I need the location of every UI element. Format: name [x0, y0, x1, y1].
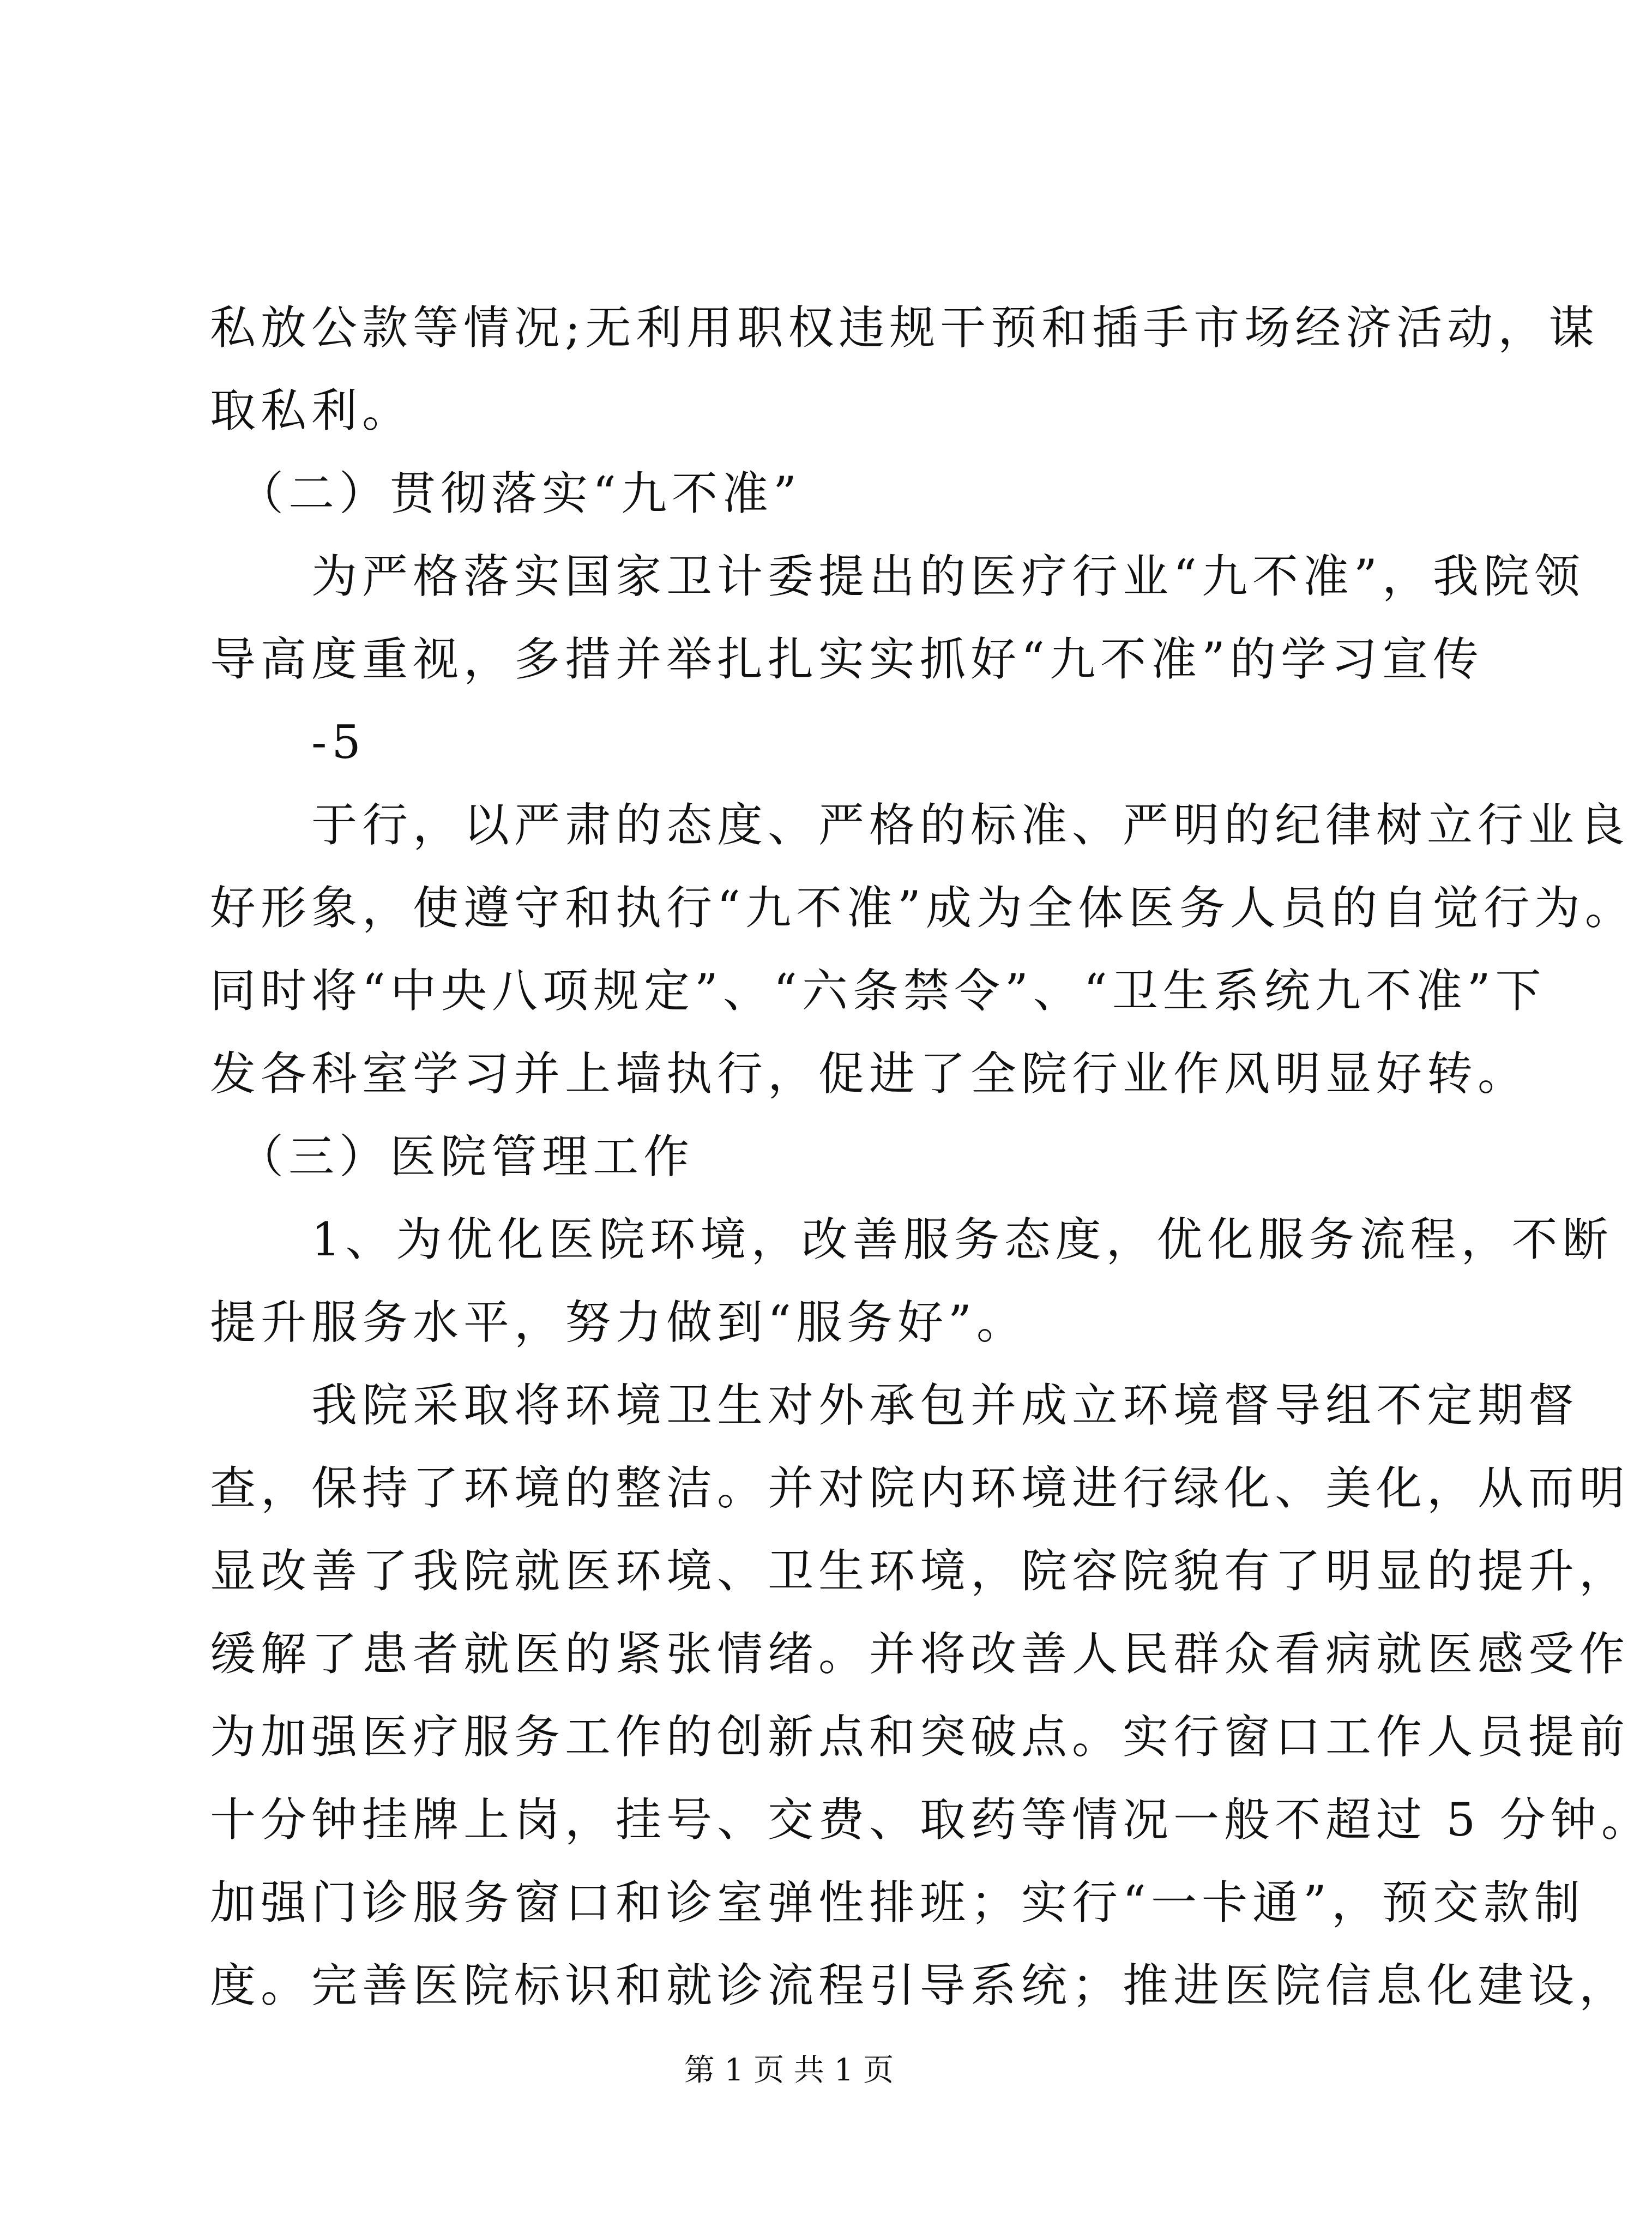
text-line: 提升服务水平，努力做到“服务好”。: [210, 1296, 1027, 1349]
text-line: 十分钟挂牌上岗，挂号、交费、取药等情况一般不超过 5 分钟。: [210, 1793, 1652, 1846]
text-line: 我院采取将环境卫生对外承包并成立环境督导组不定期督: [210, 1379, 1579, 1432]
page-footer: 第 1 页 共 1 页: [684, 2053, 894, 2088]
text-line: 为加强医疗服务工作的创新点和突破点。实行窗口工作人员提前: [210, 1710, 1630, 1764]
text-line: 度。完善医院标识和就诊流程引导系统；推进医院信息化建设，: [210, 1959, 1630, 2012]
text-line: 1、为优化医院环境，改善服务态度，优化服务流程，不断: [210, 1213, 1613, 1266]
text-line: 好形象，使遵守和执行“九不准”成为全体医务人员的自觉行为。: [210, 881, 1636, 935]
text-line: -5: [210, 715, 366, 769]
text-line: 缓解了患者就医的紧张情绪。并将改善人民群众看病就医感受作: [210, 1627, 1630, 1681]
text-line: 加强门诊服务窗口和诊室弹性排班；实行“一卡通”，预交款制: [210, 1876, 1585, 1929]
text-line: 显改善了我院就医环境、卫生环境，院容院貌有了明显的提升，: [210, 1544, 1630, 1598]
text-line: 于行，以严肃的态度、严格的标准、严明的纪律树立行业良: [210, 798, 1630, 852]
body-text: [210, 286, 1652, 2027]
text-line: 查，保持了环境的整洁。并对院内环境进行绿化、美化，从而明: [210, 1461, 1630, 1515]
section-heading: （三）医院管理工作: [210, 1130, 695, 1183]
text-line: 私放公款等情况;无利用职权违规干预和插手市场经济活动，谋: [210, 301, 1600, 354]
text-line: 取私利。: [210, 384, 413, 437]
section-heading: （二）贯彻落实“九不准”: [210, 467, 801, 520]
text-line: 导高度重视，多措并举扎扎实实抓好“九不准”的学习宣传: [210, 633, 1484, 686]
text-line: 同时将“中央八项规定”、“六条禁令”、“卫生系统九不准”下: [210, 964, 1546, 1018]
text-line: 为严格落实国家卫计委提出的医疗行业“九不准”，我院领: [210, 550, 1585, 603]
text-line: 发各科室学习并上墙执行，促进了全院行业作风明显好转。: [210, 1047, 1529, 1100]
